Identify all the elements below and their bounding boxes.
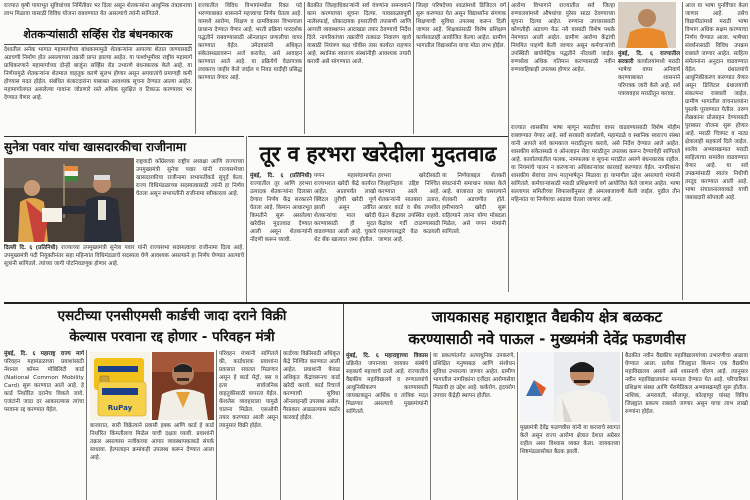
divider [4, 136, 244, 137]
top-middle-article-a: राज्यातील विविध विभागांमधील रिक्त पदे भरण्याबाबत शासनाने महत्त्वाचा निर्णय घेतला आहे. यामध्ये आरोग्य, शिक्षण व ग्रामविकास विभागाला प्राधान्य देण्यात येणार आहे. भरती प्रक्रिया पारदर्शक पद्धतीने राबवण्यासाठी ऑनलाइन प्रणालीचा वापर करण्यात येईल. उमेदवारांनी अधिकृत संकेतस्थळावरून अर्ज करावेत, असे आवाहन करण्यात आले आहे. या प्रक्रियेचे वेळापत्रक लवकरच जाहीर केले जाईल व निवड यादीही प्रसिद्ध करण्यात येणार आहे. [198, 3, 302, 81]
divider [86, 350, 87, 500]
headline-sunetra: सुनेत्रा पवार यांचा खासदारकीचा राजीनामा [4, 140, 187, 154]
sunetra-side-text: राष्ट्रवादी काँग्रेसच्या राष्ट्रीय अध्यक्षा आणि राज्याच्या उपमुख्यमंत्री सुनेत्रा पवार यांनी राज्यसभेच्या खासदारकीचा राजीनामा सभापतींकडे सुपूर्द केला. राज्य विधिमंडळाच्या सदस्यत्वासाठी त्यांनी हा निर्णय घेतला असून सभापतींनी राजीनामा स्वीकारला आहे. [136, 159, 244, 197]
divider [304, 2, 305, 134]
right-article-col3: राज्यात शासकीय भाषा म्हणून मराठीचा वापर वाढवण्यासाठी विशेष मोहीम राबवण्यात येणार आहे. सर्व सरकारी कार्यालये, महामंडळे व स्थानिक स्वराज्य संस्था यांनी आपले सर्व कामकाज मराठीतूनच करावे, असे निर्देश देण्यात आले आहेत. शासकीय संकेतस्थळे व ऑनलाइन सेवा मराठीतून उपलब्ध करून देण्याचेही सांगितले आहे. कार्यालयांतील फलक, नामफलक व सूचना मराठीत असणे बंधनकारक राहील. या नियमांचे पालन न करणाऱ्या अधिकाऱ्यांवर कारवाई करण्यात येईल. नागरिकांना शासकीय सेवांचा लाभ मातृभाषेतून मिळावा हा यामागील उद्देश असल्याचे मंत्र्यांनी सांगितले. कर्मचाऱ्यांसाठी मराठी प्रशिक्षणाचे वर्ग आयोजित केले जाणार आहेत. भाषा सल्लागार समितीच्या शिफारशींनुसार ही अंमलबजावणी केली जाईल. पुढील तीन महिन्यांत या निर्णयाचा आढावा घेतला जाणार आहे. [511, 125, 680, 203]
headline-medical-line2: करण्यासाठी नवे पाऊल - मुख्यमंत्री देवेंद्र फडणवीस [408, 330, 686, 348]
st-article-col2: बाजारात, सारी विक्रेत्याने प्रवासी हक्क आणि कार्ड हे कार्ड निर्धारित किंमतीलाच मिळेल याची दक्षता घ्यावी. प्रवाशांनी तक्रार असल्यास नजीकच्या आगार व्यवस्थापकाकडे संपर्क साधावा. हेल्पलाइन क्रमांकही उपलब्ध करून देण्यात आला आहे. [90, 423, 214, 461]
dateline: मुंबई, दि. ६ राज्यातील सरकारी [618, 51, 680, 65]
st-article-col4: कार्डच्या विक्रीसाठी अधिकृत केंद्रे निश्चित करण्यात आली आहेत. प्रवाशांनी केवळ अधिकृत केंद्रांवरूनच कार्ड खरेदी करावे. कार्ड रिचार्ज करण्याची सुविधा ऑनलाइनही उपलब्ध असेल. गैरप्रकार आढळल्यास कठोर कारवाई होईल. [283, 351, 340, 421]
sunetra-article-body: दिल्ली दि. ६ (प्रतिनिधी) राज्याच्या उपमुख्यमंत्री सुनेत्रा पवार यांनी राज्यसभा सदस्यत्वाचा राजीनामा दिला आहे. उपमुख्यमंत्री पदी नियुक्तीनंतर सहा महिन्यांत विधिमंडळाचे सदस्यत्व घेणे आवश्यक असल्याने हा निर्णय घेण्यात आल्याचे सूत्रांनी सांगितले. त्यांच्या जागी पोटनिवडणूक होणार आहे. [4, 245, 244, 267]
chief-minister-photo [520, 352, 620, 422]
divider [4, 44, 192, 45]
right-article-col1: आरोग्य विभागाने राज्यातील सर्व जिल्हा रुग्णालयांमध्ये औषधांचा पुरेसा साठा ठेवण्याच्या सूचना दिल्या आहेत. रुग्णांना उपचारासाठी कोणतीही अडचण येऊ नये यासाठी विशेष पथके नेमण्यात आली आहेत. ग्रामीण आरोग्य केंद्रांची नियमित पाहणी केली जाणार असून कर्मचाऱ्यांची उपस्थिती बायोमेट्रिक पद्धतीने नोंदवली जाईल. रुग्णसेवा अधिक गतिमान करण्यासाठी नवीन रुग्णवाहिकाही उपलब्ध होणार आहेत. [511, 3, 615, 73]
headline-shetkari: शेतकऱ्यांसाठी सर्व्हिस रोड बंधनकारक [23, 28, 173, 41]
dateline: मुंबई, दि. ६ (प्रतिनिधी) [250, 173, 312, 179]
divider [508, 2, 509, 292]
top-left-article: राज्यात कृषी पायाभूत सुविधांच्या निर्मितीवर भर दिला असून शेतकऱ्यांना आधुनिक तंत्रज्ञानाचा लाभ मिळावा यासाठी विविध योजना राबवण्यात येत असल्याचे त्यांनी सांगितले. [4, 3, 192, 17]
divider [4, 302, 750, 304]
tur-article-col3: हरभरा खरेदीसाठी जिल्हानिहाय उद्दिष्ट निश्चित करण्यात आले आहे. शेतकऱ्यांनी सातबारा उतारा, आधार कार्ड व बँक तपशील घेऊन केंद्रावर उपस्थित राहावे. केंद्रांवर गर्दी टाळण्यासाठी एसएमएसद्वारे वेळ कळवली जाणार आहे. [378, 173, 440, 243]
right-article-col2: मुंबई, दि. ६ राज्यातील सरकारी कार्यालयांमध्ये मराठी भाषेचा वापर अनिवार्य करण्याबाबत शासनाने परिपत्रक जारी केले आहे. सर्व पत्रव्यवहार मराठीतून करावा. [618, 51, 680, 97]
divider [413, 2, 414, 134]
divider [280, 350, 281, 500]
medical-article-col2: या प्रकल्पांतर्गत अत्याधुनिक उपकरणे, प्रशिक्षित मनुष्यबळ आणि संशोधन सुविधा उभारल्या जाणार आहेत. ग्रामीण भागातील नागरिकांना दर्जेदार आरोग्यसेवा मिळावी हा उद्देश आहे. कर्करोग, हृदयरोग उपचार केंद्रेही स्थापन होतील. [433, 353, 515, 399]
headline-tur-harbhara: तूर व हरभरा खरेदीला मुदतवाढ [259, 142, 497, 166]
divider [517, 352, 518, 500]
dateline: दिल्ली दि. ६ (प्रतिनिधी) [4, 245, 58, 251]
medical-article-col1: मुंबई, दि. ६ महाराष्ट्राच्या विकास प्रक्रियेत जपानच्या जायका संस्थेचे सहकार्य महत्त्वाचे ठरले आहे. राज्यातील वैद्यकीय महाविद्यालये व रुग्णालयांचे आधुनिकीकरण करण्यासाठी जायकाकडून आर्थिक व तांत्रिक मदत मिळणार असल्याचे मुख्यमंत्र्यांनी सांगितले. [346, 353, 428, 415]
dateline: मुंबई, दि. ६ महाराष्ट्र राज्य मार्ग [4, 351, 84, 357]
divider [195, 2, 196, 134]
divider [216, 350, 217, 500]
tur-article-col1: मुंबई, दि. ६ (प्रतिनिधी) राज्यातील तूर आणि हरभरा उत्पादक शेतकऱ्यांना दिलासा देणारा निर्णय केंद्र सरकारने घेतला आहे. किमान आधारभूत किमतीने सुरू असलेल्या खरेदीस मुदतवाढ देण्यात आली असून शेतकऱ्यांनी नोंदणी करून घ्यावी. [250, 173, 312, 243]
medical-article-col4: मुख्यमंत्री देवेंद्र फडणवीस यांनी या कराराचे स्वागत केले असून राज्य आरोग्य क्षेत्रात देशात अग्रेसर राहील असा विश्वास व्यक्त केला. जायकाच्या शिष्टमंडळासोबत बैठक झाली. [520, 425, 620, 455]
top-middle-article-c: जिल्हा परिषदेच्या शाळांमध्ये डिजिटल वर्ग सुरू करण्यात येत असून विद्यार्थ्यांना संगणक शिक्षणाची सुविधा उपलब्ध करून दिली जाणार आहे. शिक्षकांसाठी विशेष प्रशिक्षण कार्यशाळाही आयोजित केल्या आहेत. ग्रामीण भागातील विद्यार्थ्यांना याचा मोठा लाभ होईल. [416, 3, 506, 49]
headline-medical-line1: जायकासह महाराष्ट्रात वैद्यकीय क्षेत्र बळकट [431, 308, 663, 326]
tur-article-col2: पणन महासंघामार्फत राज्यभरात खरेदी केंद्रे कार्यरत आहेत. आतापर्यंत लाखो क्विंटल तुरीची खरेदी पूर्ण झाली असून उर्वरित शेतकऱ्यांचा माल खरेदी करण्यासाठी ही मुदत वाढवण्यात आली आहे. चुकारे थेट बँक खात्यात जमा होतील. [314, 173, 376, 243]
headline-st-card-line2: केल्यास परवाना रद्द होणार - परिवहन मंत्री [69, 329, 275, 345]
st-article-col3: परिवहन मंत्र्यांनी सांगितले की, कार्डधारक प्रवाशांना प्रवासात सवलत मिळणार असून हे कार्ड मेट्रो, बस व इतर सार्वजनिक वाहतुकीसाठी वापरता येईल. कॅशलेस व्यवहाराला यामुळे चालना मिळेल. एसओपी तयार करण्यात आली असून त्यानुसार विक्री होईल. [219, 351, 278, 429]
transport-minister-photo [152, 352, 214, 420]
sunetra-pawar-photo [4, 158, 134, 242]
medical-article-col5: बैठकीत नवीन वैद्यकीय महाविद्यालयांच्या उभारणीचा आढावा घेण्यात आला. प्रत्येक जिल्ह्यात किमान एक वैद्यकीय महाविद्यालय असावे असे शासनाचे धोरण आहे. त्यानुसार नवीन महाविद्यालयांना मान्यता देण्यात येत आहे. परिचारिका प्रशिक्षण संस्था आणि पॅरामेडिकल अभ्यासक्रमही सुरू होतील. नाशिक, अमरावती, सोलापूर, कोल्हापूर यांसह विविध जिल्ह्यांत प्रकल्प राबवले जाणार असून याचा लाभ लाखो रुग्णांना होईल. [625, 353, 748, 415]
divider [430, 352, 431, 500]
official-portrait-photo [618, 2, 676, 48]
divider [622, 352, 623, 500]
divider [248, 136, 508, 137]
divider [246, 136, 247, 302]
divider [682, 2, 683, 300]
svg-text:RuPay: RuPay [107, 404, 133, 412]
shetkari-article-body: देशातील अनेक भागात महामार्गांच्या बांधकामामुळे शेतकऱ्यांना आपल्या शेतात जाण्यासाठी अडचणी निर्माण होत असल्याच्या तक्रारी प्राप्त झाल्या आहेत. या पार्श्वभूमीवर राष्ट्रीय महामार्ग प्राधिकरणाने महामार्गाच्या दोन्ही बाजूंना सर्व्हिस रोड उभारणे बंधनकारक केले आहे. या निर्णयामुळे शेतकऱ्यांना शेतमाल वाहतूक करणे सुलभ होणार असून अपघातांचे प्रमाणही कमी होण्यास मदत होईल. संबंधित कंत्राटदारांना याबाबत आवश्यक सूचना देण्यात आल्या आहेत. महामार्गालगत असलेल्या गावांना जोडणारे रस्ते अधिक सुरक्षित व टिकाऊ करण्यावर भर देण्यात येणार आहे. [4, 47, 192, 101]
top-middle-article-b: बैठकीत जिल्हाधिकाऱ्यांनी सर्व यंत्रणांना समन्वयाने काम करण्याच्या सूचना दिल्या. पावसाळ्यापूर्वी नालेसफाई, धोकादायक इमारतींची तपासणी आणि आपत्ती व्यवस्थापन आराखडा तयार ठेवण्याचे निर्देश दिले. नागरिकांच्या तक्रारींचे तत्काळ निवारण व्हावे यासाठी नियंत्रण कक्ष चोवीस तास कार्यरत राहणार आहे. स्थानिक स्वराज्य संस्थांनीही आवश्यक तयारी करावी असे सांगण्यात आले. [307, 3, 411, 65]
divider [343, 304, 344, 500]
tur-article-col4: या निर्णयाबद्दल शेतकरी संघटनांनी समाधान व्यक्त केले आहे. बाजारात दर घसरल्याने शेतकरी अडचणीत होते. हमीभावाने खरेदी सुरू राहिल्याने त्यांना योग्य मोबदला मिळेल, असे पणन मंत्र्यांनी सांगितले. [442, 173, 506, 235]
dateline: मुंबई, दि. ६ महाराष्ट्राच्या विकास [346, 353, 428, 359]
ncmc-card-image [90, 352, 150, 420]
far-right-article: आज या भाषा पुनर्विचार केला जाणार आहे. तसेच विद्यापीठांमध्ये मराठी भाषा विभाग अधिक सक्षम करण्याचा निर्णय घेण्यात आला. भाषेच्या संवर्धनासाठी विविध उपक्रम राबवले जाणार आहेत. साहित्य संमेलनांना अनुदान वाढवण्यात येईल. ग्रंथालयांचे आधुनिकीकरण करण्यात येणार असून डिजिटल ग्रंथालयांची संकल्पना राबवली जाईल. ग्रामीण भागातील वाचनालयांना पुस्तके पुरवण्यात येतील. तरुण लेखकांना प्रोत्साहन देण्यासाठी पुरस्कार योजना सुरू होणार आहे. मराठी चित्रपट व नाट्य क्षेत्रालाही सहकार्य दिले जाईल. शालेय अभ्यासक्रमात मराठी साहित्याचा समावेश वाढवण्यात येणार आहे. या सर्व उपक्रमांसाठी स्वतंत्र निधीची तरतूद करण्यात आली आहे. भाषा संचालनालयाकडे याची जबाबदारी सोपवली आहे. [685, 3, 748, 201]
st-article-col1: मुंबई, दि. ६ महाराष्ट्र राज्य मार्ग परिवहन महामंडळाच्या प्रवाशांसाठी नॅशनल कॉमन मोबिलिटी कार्ड (National Common Mobility Card) सुरू करण्यात आले आहे. हे कार्ड निर्धारित दरानेच विकले जावे. एजंटांनी जादा दर आकारल्यास त्यांचा परवाना रद्द करण्यात येईल. [4, 351, 84, 413]
headline-st-card-line1: एसटीच्या एनसीएमसी कार्डची जादा दराने विक्री [57, 308, 287, 324]
